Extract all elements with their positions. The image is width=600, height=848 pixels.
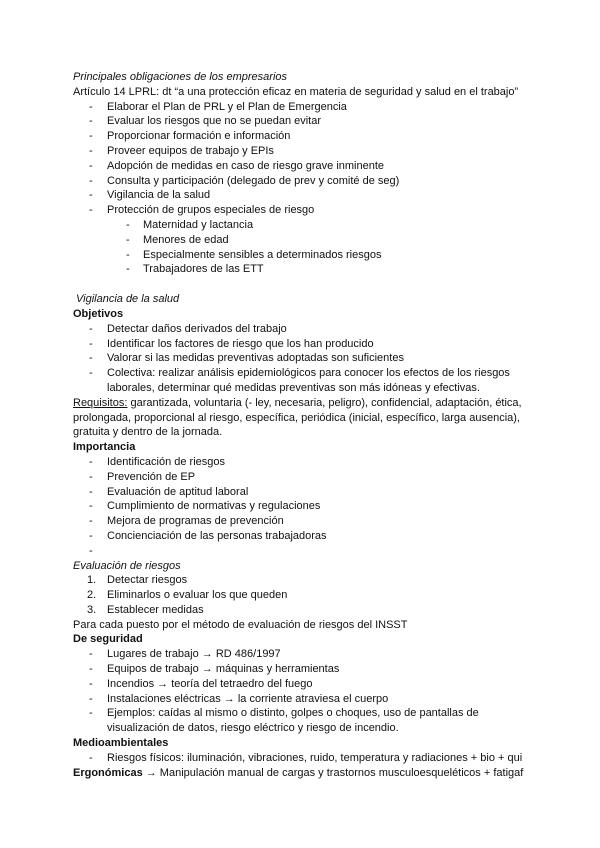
grupos-especiales-sublist (73, 218, 533, 277)
importancia-heading: Importancia (73, 441, 136, 454)
medioambientales-list (73, 751, 533, 766)
seguridad-heading: De seguridad (73, 633, 143, 646)
articulo-14-intro: Artículo 14 LPRL: dt “a una protección eficaz en materia de seguridad y salud en el trabajo” (73, 85, 519, 98)
list-item: - Elaborar el Plan de PRL y el Plan de Emergencia (89, 100, 347, 113)
list-item: - Evaluar los riesgos que no se puedan evitar (89, 115, 322, 128)
ergonomicas-line (73, 766, 533, 781)
insst-note: Para cada puesto por el método de evaluación de riesgos del INSST (73, 618, 408, 631)
sub-list-item: - Maternidad y lactancia (126, 218, 254, 231)
empty-list-item: - (89, 544, 93, 557)
list-item: - Colectiva: realizar análisis epidemiológicos para conocer los efectos de los riesgos laborales, determinar qué medidas preventivas son más idóneas y efectivas. (89, 367, 510, 394)
importancia-list (73, 455, 533, 559)
requisitos-paragraph (73, 396, 533, 440)
document-page (73, 70, 533, 780)
list-item: - Mejora de programas de prevención (89, 515, 284, 528)
list-item: - Evaluación de aptitud laboral (89, 485, 249, 498)
section-title-obligaciones: Principales obligaciones de los empresarios (73, 71, 288, 83)
seguridad-list (73, 647, 533, 736)
list-item: - Prevención de EP (89, 470, 196, 483)
medioambientales-heading: Medioambientales (73, 737, 169, 750)
sub-list-item: - Especialmente sensibles a determinados riesgos (126, 248, 382, 261)
section-title-evaluacion: Evaluación de riesgos (73, 559, 181, 572)
requisitos-label: Requisitos: (73, 396, 128, 409)
list-item: - Lugares de trabajo → RD 486/1997 (89, 648, 281, 661)
list-item: - Identificar los factores de riesgo que los han producido (89, 337, 374, 350)
list-item: - Riesgos físicos: iluminación, vibraciones, ruido, temperatura y radiaciones + bio + qui (89, 751, 523, 764)
list-item: - Proveer equipos de trabajo y EPIs (89, 144, 274, 157)
list-item: - Concienciación de las personas trabajadoras (89, 529, 327, 542)
ergonomicas-text: → Manipulación manual de cargas y trastornos musculoesqueléticos + fatigaf (142, 766, 524, 779)
obligaciones-list (73, 100, 533, 218)
evaluacion-steps-list (73, 573, 533, 617)
list-item: - Consulta y participación (delegado de prev y comité de seg) (89, 174, 400, 187)
list-item: - Detectar daños derivados del trabajo (89, 322, 287, 335)
numbered-item: 3. Establecer medidas (87, 603, 204, 616)
list-item: - Valorar si las medidas preventivas adoptadas son suficientes (89, 352, 404, 365)
list-item: - Proporcionar formación e información (89, 130, 291, 143)
sub-list-item: - Trabajadores de las ETT (126, 263, 264, 276)
list-item: - Adopción de medidas en caso de riesgo grave inminente (89, 159, 385, 172)
list-item: - Vigilancia de la salud (89, 189, 211, 202)
objetivos-heading: Objetivos (73, 307, 124, 320)
list-item: - Cumplimiento de normativas y regulaciones (89, 500, 321, 513)
list-item: - Instalaciones eléctricas → la corriente atraviesa el cuerpo (89, 692, 389, 705)
ergonomicas-label: Ergonómicas (73, 766, 143, 779)
list-item: - Incendios → teoría del tetraedro del fuego (89, 677, 313, 690)
section-title-vigilancia: Vigilancia de la salud (76, 293, 180, 306)
numbered-item: 1. Detectar riesgos (87, 574, 188, 587)
numbered-item: 2. Eliminarlos o evaluar los que queden (87, 589, 288, 602)
requisitos-text: garantizada, voluntaria (- ley, necesaria, peligro), confidencial, adaptación, ética, prolongada, proporcional al riesgo, específica, periódica (inicial, específico, larga ausencia), gratuita y dentro de la jornada. (73, 396, 522, 439)
list-item: - Protección de grupos especiales de riesgo (89, 204, 315, 217)
sub-list-item: - Menores de edad (126, 233, 229, 246)
list-item: - Ejemplos: caídas al mismo o distinto, golpes o choques, uso de pantallas de visualización de datos, riesgo eléctrico y riesgo de incendio. (89, 707, 479, 735)
list-item: - Identificación de riesgos (89, 455, 226, 468)
objetivos-list (73, 322, 533, 396)
section-spacer (73, 277, 533, 292)
list-item: - Equipos de trabajo → máquinas y herramientas (89, 663, 340, 676)
